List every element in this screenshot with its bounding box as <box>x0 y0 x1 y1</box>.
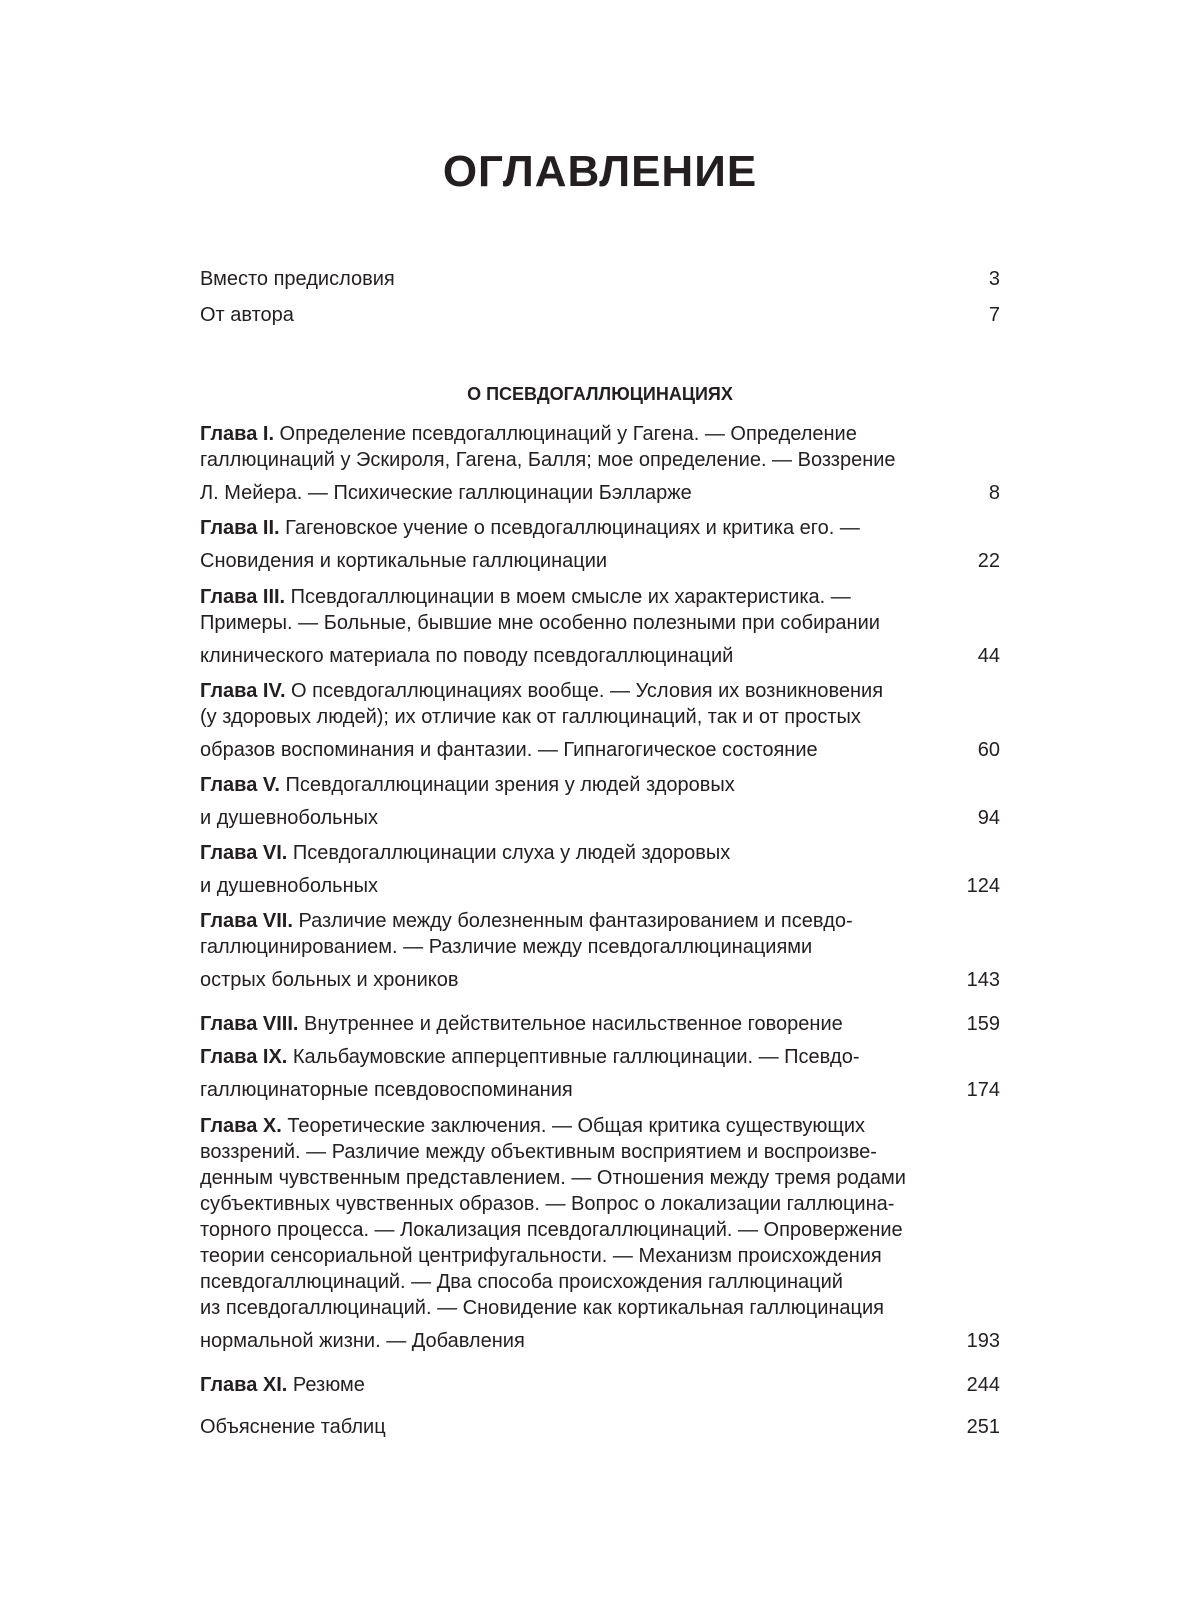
chapter-line-text: Внутреннее и действительное насильственное говорение <box>298 1013 843 1035</box>
entry-line <box>200 584 1000 610</box>
chapter-line-text: (у здоровых людей); их отличие как от галлюцинаций, так и от простых <box>200 706 861 728</box>
chapter-line-text: Различие между болезненным фантазированием и псевдо- <box>292 910 853 932</box>
entry-text <box>200 1193 894 1215</box>
chapter-line-text: О псевдогаллюцинациях вообще. — Условия их возникновения <box>285 680 884 702</box>
entry-line <box>200 1217 1000 1243</box>
entry-text <box>200 706 861 728</box>
entry-text <box>200 1011 843 1037</box>
entry-line <box>200 447 1000 473</box>
entry-text <box>200 643 733 669</box>
chapter-line-text: Псевдогаллюцинации зрения у людей здоровых <box>279 774 735 796</box>
toc-entry-chapter[interactable] <box>200 1365 1000 1396</box>
entry-text <box>200 1372 365 1398</box>
chapter-line-text: и душевнобольных <box>200 875 379 897</box>
entry-text <box>200 873 378 899</box>
page-number: 124 <box>966 875 1000 897</box>
entry-last-line <box>200 866 1000 897</box>
entry-line <box>200 515 1000 541</box>
chapter-label: Глава V. <box>200 774 280 796</box>
entry-text <box>200 1271 843 1293</box>
toc-entry-chapter[interactable] <box>200 515 1000 572</box>
toc-entry-chapter[interactable] <box>200 1004 1000 1035</box>
dot-leader <box>576 1070 964 1096</box>
toc-entry-chapter[interactable] <box>200 908 1000 991</box>
chapter-line-text: галлюцинаций у Эскироля, Гагена, Балля; мое определение. — Воззрение <box>200 449 896 471</box>
entry-text <box>200 612 880 634</box>
entry-last-line <box>200 1365 1000 1396</box>
chapter-line-text: образов воспоминания и фантазии. — Гипнагогическое состояние <box>200 739 818 761</box>
section-heading: О ПСЕВДОГАЛЛЮЦИНАЦИЯХ <box>467 384 733 404</box>
dot-leader <box>381 798 975 824</box>
chapter-label: Глава VII. <box>200 910 293 932</box>
chapter-line-text: Кальбаумовские апперцептивные галлюцинации. — Псевдо- <box>287 1046 860 1068</box>
chapter-line-text: псевдогаллюцинаций. — Два способа происхождения галлюцинаций <box>200 1271 843 1293</box>
chapter-line-text: Л. Мейера. — Психические галлюцинации Бэлларже <box>200 482 692 504</box>
chapter-line-text: воззрений. — Различие между объективным восприятием и воспроизве- <box>200 1141 877 1163</box>
chapter-line-text: денным чувственным представлением. — Отношения между тремя родами <box>200 1167 906 1189</box>
entry-text <box>200 586 851 608</box>
chapter-label: Глава VIII. <box>200 1013 299 1035</box>
dot-leader <box>695 473 986 499</box>
dot-leader <box>398 259 986 285</box>
toc-page <box>200 0 1000 1600</box>
entry-text <box>200 967 458 993</box>
entry-line <box>200 678 1000 704</box>
toc-entry-chapter[interactable] <box>200 1113 1000 1352</box>
dot-leader <box>368 1365 964 1391</box>
chapter-label: Глава I. <box>200 423 274 445</box>
entry-last-line <box>200 730 1000 761</box>
chapter-label: Глава XI. <box>200 1374 288 1396</box>
chapter-line-text: теории сенсориальной центрифугальности. — Механизм происхождения <box>200 1245 882 1267</box>
chapter-line-text: Псевдогаллюцинации слуха у людей здоровых <box>287 842 731 864</box>
chapter-line-text: Примеры. — Больные, бывшие мне особенно полезными при собирании <box>200 612 880 634</box>
entry-text <box>200 1141 877 1163</box>
entry-text <box>200 1115 865 1137</box>
chapter-line-text: Псевдогаллюцинации в моем смысле их характеристика. — <box>285 586 851 608</box>
entry-text <box>200 1219 903 1241</box>
dot-leader <box>846 1004 964 1030</box>
chapter-line-text: Гагеновское учение о псевдогаллюцинациях и критика его. — <box>279 517 860 539</box>
entry-line <box>200 934 1000 960</box>
dot-leader <box>297 295 986 321</box>
entry-text <box>200 1328 525 1354</box>
page-number: 143 <box>966 969 1000 991</box>
entry-text: Объяснение таблиц <box>200 1416 386 1438</box>
entry-text <box>200 423 857 445</box>
chapter-label: Глава IX. <box>200 1046 288 1068</box>
entry-line <box>200 1191 1000 1217</box>
entry-line <box>200 1113 1000 1139</box>
page-number: 44 <box>977 645 1000 667</box>
toc-entry-preface[interactable] <box>200 259 1000 290</box>
entry-text <box>200 1077 573 1103</box>
page-number: 251 <box>966 1416 1000 1438</box>
chapter-line-text: клинического материала по поводу псевдогаллюцинаций <box>200 645 734 667</box>
entry-text <box>200 737 818 763</box>
entry-line <box>200 1165 1000 1191</box>
entry-line <box>200 1243 1000 1269</box>
entry-line <box>200 704 1000 730</box>
entry-line <box>200 772 1000 798</box>
dot-leader <box>389 1407 964 1433</box>
dot-leader <box>610 541 975 567</box>
entry-line <box>200 840 1000 866</box>
entry-line <box>200 1295 1000 1321</box>
page-number: 159 <box>966 1013 1000 1035</box>
page-number: 193 <box>966 1330 1000 1352</box>
dot-leader <box>736 636 974 662</box>
toc-entry-chapter[interactable] <box>200 584 1000 667</box>
entry-line <box>200 610 1000 636</box>
entry-text <box>200 1167 906 1189</box>
entry-text <box>200 805 378 831</box>
dot-leader <box>461 960 963 986</box>
entry-last-line <box>200 473 1000 504</box>
chapter-label: Глава II. <box>200 517 280 539</box>
dot-leader <box>821 730 975 756</box>
chapter-line-text: Сновидения и кортикальные галлюцинации <box>200 550 608 572</box>
chapter-line-text: галлюцинаторные псевдовоспоминания <box>200 1079 573 1101</box>
page-number: 60 <box>977 739 1000 761</box>
chapter-line-text: острых больных и хроников <box>200 969 459 991</box>
page-number: 22 <box>977 550 1000 572</box>
chapter-line-text: галлюцинированием. — Различие между псевдогаллюцинациями <box>200 936 813 958</box>
dot-leader <box>381 866 964 892</box>
page-number: 94 <box>977 807 1000 829</box>
toc-entry-chapter[interactable] <box>200 772 1000 829</box>
chapter-label: Глава VI. <box>200 842 288 864</box>
entry-text <box>200 548 607 574</box>
entry-text <box>200 842 730 864</box>
entry-line <box>200 1139 1000 1165</box>
entry-text <box>200 480 692 506</box>
page-number: 8 <box>988 482 1000 504</box>
chapter-label: Глава III. <box>200 586 286 608</box>
chapter-line-text: и душевнобольных <box>200 807 379 829</box>
entry-text <box>200 449 896 471</box>
toc-entry-chapter[interactable] <box>200 1044 1000 1101</box>
page-title: ОГЛАВЛЕНИЕ <box>442 147 758 196</box>
entry-last-line <box>200 960 1000 991</box>
chapter-line-text: Теоретические заключения. — Общая критика существующих <box>281 1115 866 1137</box>
toc-entry-from-author[interactable] <box>200 295 1000 326</box>
chapter-label: Глава X. <box>200 1115 282 1137</box>
chapter-line-text: нормальной жизни. — Добавления <box>200 1330 525 1352</box>
entry-line <box>200 1269 1000 1295</box>
chapter-line-text: Определение псевдогаллюцинаций у Гагена. — Определение <box>274 423 857 445</box>
entry-text <box>200 1297 884 1319</box>
entry-line <box>200 908 1000 934</box>
page-number: 3 <box>988 268 1000 290</box>
chapter-line-text: из псевдогаллюцинаций. — Сновидение как кортикальная галлюцинация <box>200 1297 884 1319</box>
entry-text <box>200 774 735 796</box>
page-number: 244 <box>966 1374 1000 1396</box>
chapter-label: Глава IV. <box>200 680 286 702</box>
entry-text <box>200 517 860 539</box>
entry-last-line <box>200 1070 1000 1101</box>
chapter-line-text: торного процесса. — Локализация псевдогаллюцинаций. — Опровержение <box>200 1219 903 1241</box>
toc-entry-chapter[interactable] <box>200 840 1000 897</box>
entry-last-line <box>200 541 1000 572</box>
entry-text: Вместо предисловия <box>200 268 395 290</box>
entry-last-line <box>200 636 1000 667</box>
entry-text <box>200 1046 860 1068</box>
entry-text <box>200 936 812 958</box>
page-number: 7 <box>988 304 1000 326</box>
entry-text <box>200 680 883 702</box>
entry-text <box>200 910 853 932</box>
chapter-line-text: Резюме <box>287 1374 365 1396</box>
entry-text <box>200 1245 882 1267</box>
entry-line <box>200 1044 1000 1070</box>
toc-entry-chapter[interactable] <box>200 678 1000 761</box>
toc-entry-chapter[interactable] <box>200 421 1000 504</box>
dot-leader <box>528 1321 964 1347</box>
entry-last-line <box>200 1004 1000 1035</box>
entry-last-line <box>200 798 1000 829</box>
entry-line <box>200 421 1000 447</box>
entry-text: От автора <box>200 304 294 326</box>
page-number: 174 <box>966 1079 1000 1101</box>
entry-last-line <box>200 1321 1000 1352</box>
toc-entry-appendix[interactable] <box>200 1407 1000 1438</box>
chapter-line-text: субъективных чувственных образов. — Вопрос о локализации галлюцина- <box>200 1193 895 1215</box>
